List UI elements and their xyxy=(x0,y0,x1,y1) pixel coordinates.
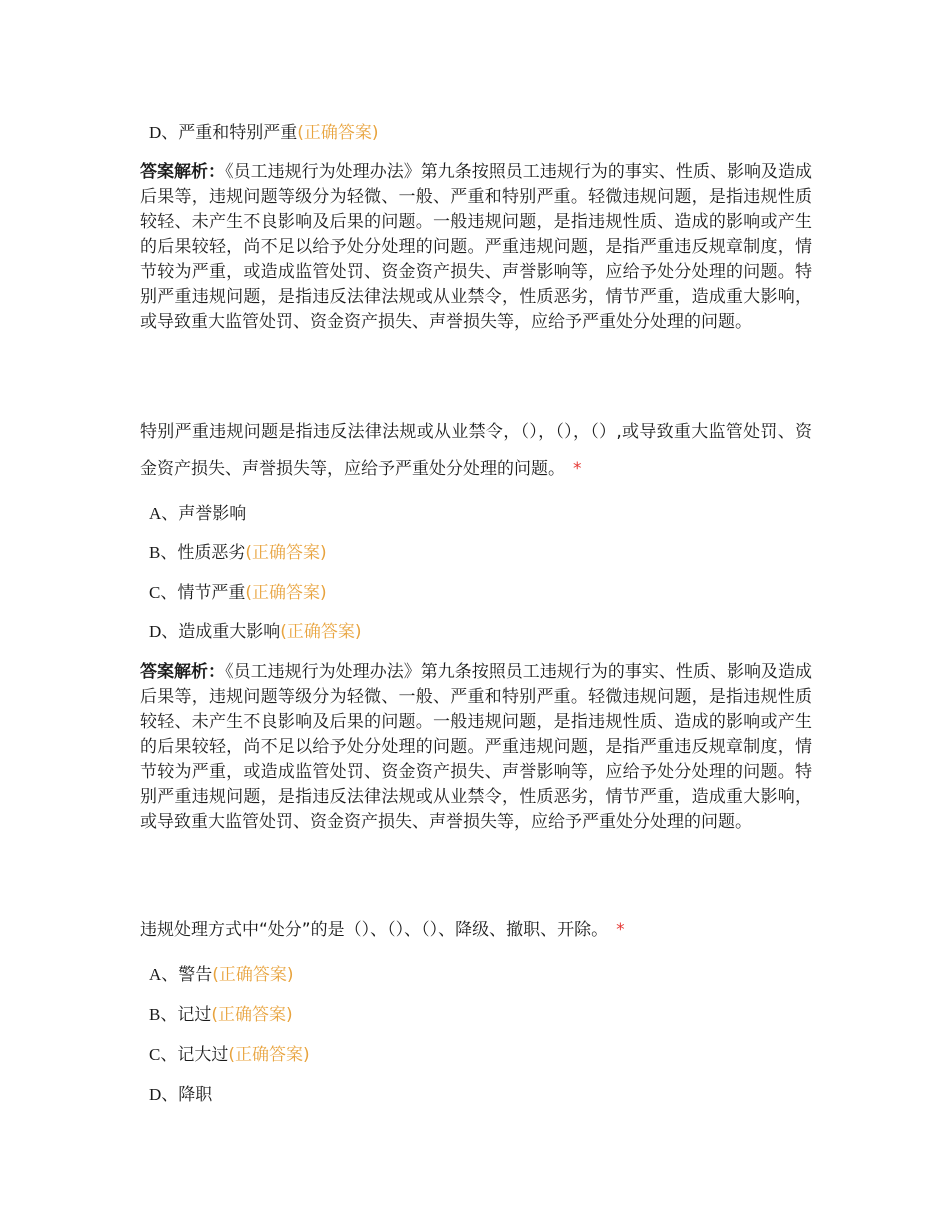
analysis-label: 答案解析： xyxy=(140,662,226,682)
correct-answer-marker: (正确答案) xyxy=(280,622,362,642)
correct-answer-marker: (正确答案) xyxy=(228,1045,310,1065)
option-2-b[interactable] xyxy=(149,541,327,565)
option-text: 声誉影响 xyxy=(178,504,247,524)
option-separator: 、 xyxy=(160,543,178,563)
option-letter: C xyxy=(149,583,161,602)
option-3-d[interactable] xyxy=(149,1083,212,1107)
correct-answer-marker: (正确答案) xyxy=(212,965,294,985)
option-separator: 、 xyxy=(161,1085,179,1105)
option-text: 记过 xyxy=(177,1005,212,1025)
question-2 xyxy=(140,414,812,488)
option-separator: 、 xyxy=(161,622,179,642)
option-separator: 、 xyxy=(161,504,179,524)
option-text: 警告 xyxy=(178,965,213,985)
answer-analysis-2 xyxy=(140,660,812,835)
option-3-a[interactable] xyxy=(149,963,294,987)
correct-answer-marker: (正确答案) xyxy=(297,123,379,143)
option-letter: D xyxy=(149,622,162,641)
option-2-d[interactable] xyxy=(149,620,362,644)
question-text: 违规处理方式中“处分”的是（）、（）、（）、降级、撤职、开除。 xyxy=(140,920,609,940)
correct-answer-marker: (正确答案) xyxy=(245,583,327,603)
required-marker: * xyxy=(573,459,582,479)
option-separator: 、 xyxy=(160,583,178,603)
analysis-label: 答案解析： xyxy=(140,162,226,182)
option-separator: 、 xyxy=(160,1045,178,1065)
option-text: 情节严重 xyxy=(177,583,246,603)
option-separator: 、 xyxy=(161,123,179,143)
option-letter: C xyxy=(149,1045,161,1064)
option-text: 性质恶劣 xyxy=(177,543,246,563)
option-3-c[interactable] xyxy=(149,1043,310,1067)
question-3 xyxy=(140,917,812,943)
option-letter: B xyxy=(149,1005,161,1024)
option-text: 造成重大影响 xyxy=(178,622,281,642)
analysis-text: 《员工违规行为处理办法》第九条按照员工违规行为的事实、性质、影响及造成后果等，违规问题等级分为轻微、一般、严重和特别严重。轻微违规问题，是指违规性质较轻、未产生不良影响及后果的问题。一般违规问题，是指违规性质、造成的影响或产生的后果较轻，尚不足以给予处分处理的问题。严重违规问题，是指严重违反规章制度，情节较为严重，或造成监管处罚、资金资产损失、声誉影响等，应给予处分处理的问题。特别严重违规问题，是指违反法律法规或从业禁令，性质恶劣，情节严重，造成重大影响，或导致重大监管处罚、资金资产损失、声誉损失等，应给予严重处分处理的问题。 xyxy=(140,662,813,832)
option-letter: A xyxy=(149,504,162,523)
option-text: 严重和特别严重 xyxy=(178,123,298,143)
question-text: 特别严重违规问题是指违反法律法规或从业禁令，（），（），（）,或导致重大监管处罚、资金资产损失、声誉损失等，应给予严重处分处理的问题。 xyxy=(140,422,812,479)
option-letter: A xyxy=(149,965,162,984)
option-3-b[interactable] xyxy=(149,1003,293,1027)
option-separator: 、 xyxy=(160,1005,178,1025)
option-letter: B xyxy=(149,543,161,562)
option-2-c[interactable] xyxy=(149,581,327,605)
answer-analysis-1 xyxy=(140,160,812,335)
analysis-text: 《员工违规行为处理办法》第九条按照员工违规行为的事实、性质、影响及造成后果等，违规问题等级分为轻微、一般、严重和特别严重。轻微违规问题，是指违规性质较轻、未产生不良影响及后果的问题。一般违规问题，是指违规性质、造成的影响或产生的后果较轻，尚不足以给予处分处理的问题。严重违规问题，是指严重违反规章制度，情节较为严重，或造成监管处罚、资金资产损失、声誉影响等，应给予处分处理的问题。特别严重违规问题，是指违反法律法规或从业禁令，性质恶劣，情节严重，造成重大影响，或导致重大监管处罚、资金资产损失、声誉损失等，应给予严重处分处理的问题。 xyxy=(140,162,813,332)
option-text: 记大过 xyxy=(177,1045,229,1065)
option-2-a[interactable] xyxy=(149,502,246,526)
option-letter: D xyxy=(149,123,162,142)
option-text: 降职 xyxy=(178,1085,213,1105)
correct-answer-marker: (正确答案) xyxy=(211,1005,293,1025)
option-1-d[interactable] xyxy=(149,121,379,145)
required-marker: * xyxy=(616,920,625,940)
correct-answer-marker: (正确答案) xyxy=(245,543,327,563)
option-letter: D xyxy=(149,1085,162,1104)
option-separator: 、 xyxy=(161,965,179,985)
